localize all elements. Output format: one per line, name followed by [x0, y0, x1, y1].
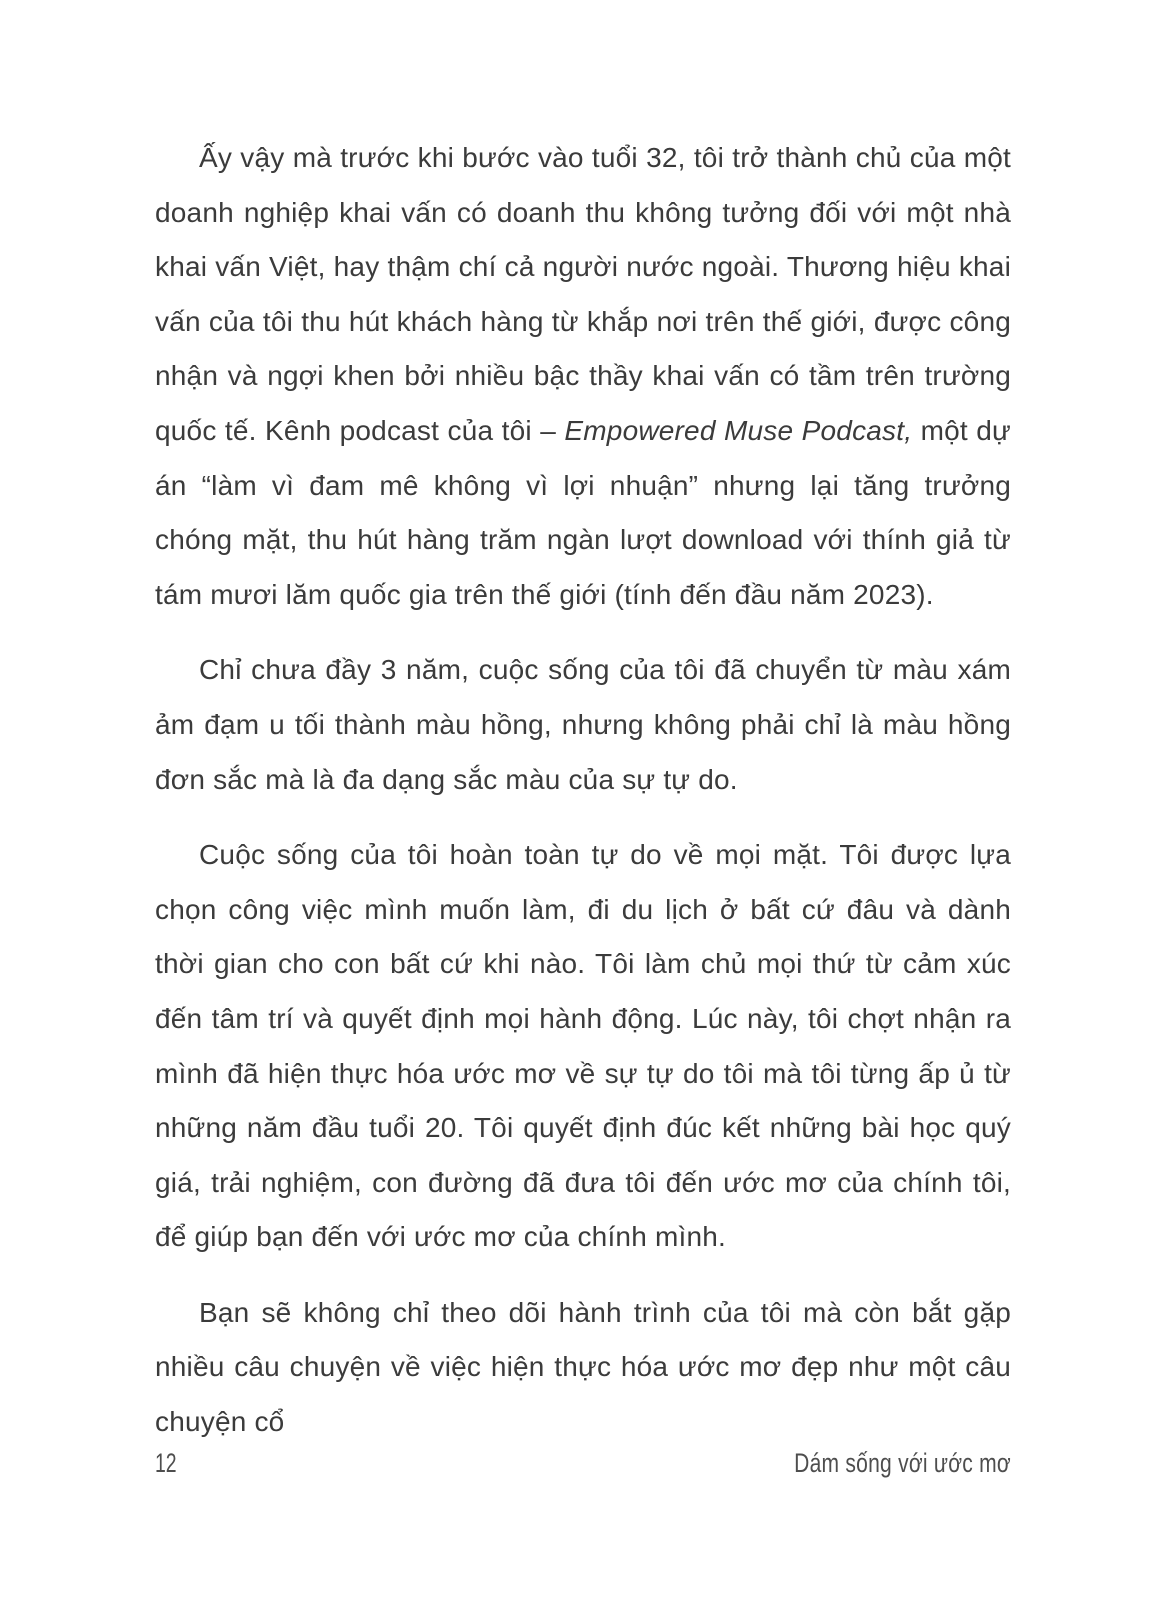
page-body [155, 131, 1011, 1471]
paragraph-1-text-end: một dự án “làm vì đam mê không vì lợi nhuận” nhưng lại tăng trưởng chóng mặt, thu hút hàng trăm ngàn lượt download với thính giả từ tám mươi lăm quốc gia trên thế giới (tính đến đầu năm 2023). [155, 414, 1012, 610]
paragraph-1-text-start: Ấy vậy mà trước khi bước vào tuổi 32, tôi trở thành chủ của một doanh nghiệp khai vấn có doanh thu không tưởng đối với một nhà khai vấn Việt, hay thậm chí cả người nước ngoài. Thương hiệu khai vấn của tôi thu hút khách hàng từ khắp nơi trên thế giới, được công nhận và ngợi khen bởi nhiều bậc thầy khai vấn có tầm trên trường quốc tế. Kênh podcast của tôi – [155, 142, 1011, 446]
running-footer-book-title: Dám sống với ước mơ [794, 1448, 1011, 1478]
paragraph-4: Bạn sẽ không chỉ theo dõi hành trình của tôi mà còn bắt gặp nhiều câu chuyện về việc hiện thực hóa ước mơ đẹp như một câu chuyện cổ [155, 1296, 1011, 1438]
paragraph-1-italic-podcast-title: Empowered Muse Podcast, [564, 414, 913, 446]
paragraph-3: Cuộc sống của tôi hoàn toàn tự do về mọi mặt. Tôi được lựa chọn công việc mình muốn làm, đi du lịch ở bất cứ đâu và dành thời gian cho con bất cứ khi nào. Tôi làm chủ mọi thứ từ cảm xúc đến tâm trí và quyết định mọi hành động. Lúc này, tôi chợt nhận ra mình đã hiện thực hóa ước mơ về sự tự do tôi mà tôi từng ấp ủ từ những năm đầu tuổi 20. Tôi quyết định đúc kết những bài học quý giá, trải nghiệm, con đường đã đưa tôi đến ước mơ của chính tôi, để giúp bạn đến với ước mơ của chính mình. [155, 839, 1011, 1253]
paragraph-1 [155, 131, 1011, 622]
page-footer [155, 1448, 1011, 1479]
paragraph-2: Chỉ chưa đầy 3 năm, cuộc sống của tôi đã chuyển từ màu xám ảm đạm u tối thành màu hồng, nhưng không phải chỉ là màu hồng đơn sắc mà là đa dạng sắc màu của sự tự do. [155, 654, 1011, 795]
page-number: 12 [155, 1448, 177, 1478]
